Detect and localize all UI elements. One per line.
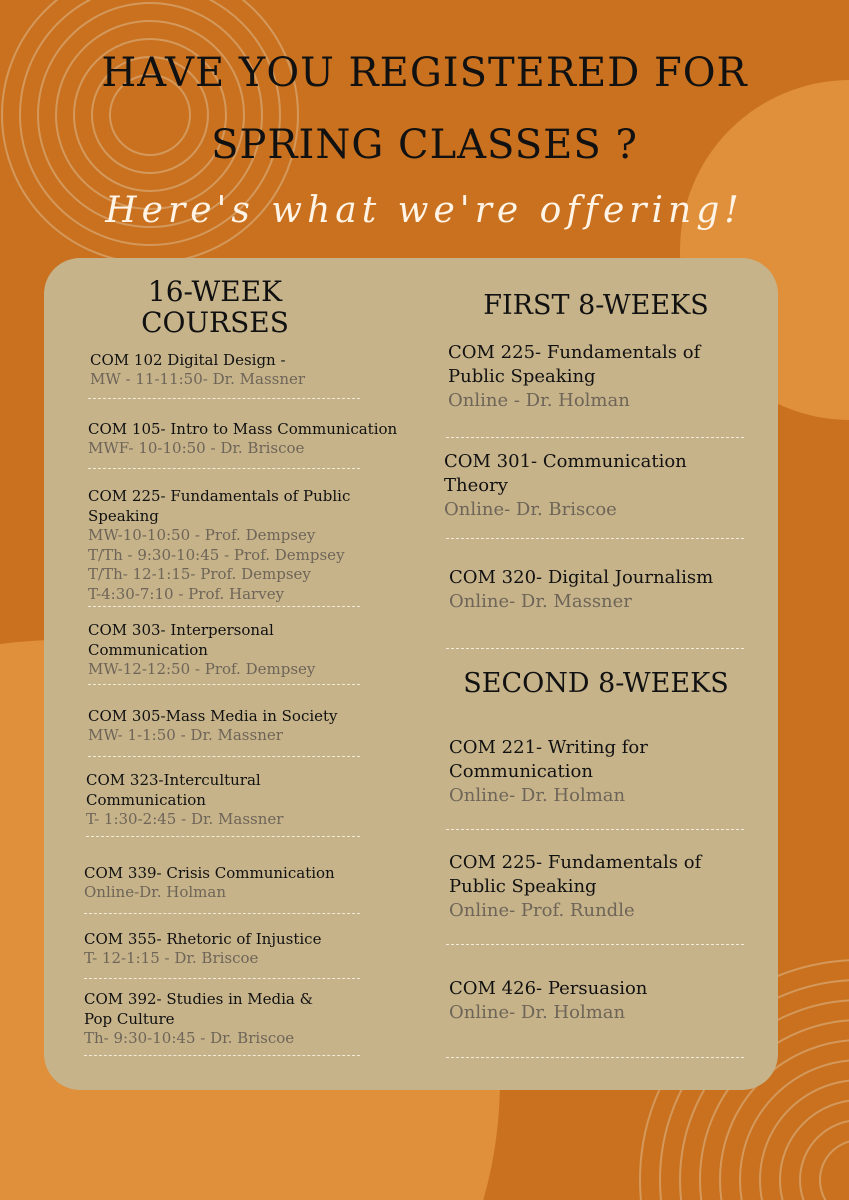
- divider: [446, 944, 744, 945]
- sixteen-week-heading: [90, 276, 340, 338]
- course-schedule: T-4:30-7:10 - Prof. Harvey: [88, 584, 285, 603]
- course-name: COM 221- Writing for: [449, 737, 648, 758]
- course-name: COM 426- Persuasion: [449, 978, 648, 999]
- divider: [88, 756, 360, 757]
- divider: [88, 684, 360, 685]
- course-name-continued: Communication: [86, 791, 206, 809]
- course-schedule: T- 12-1:15 - Dr. Briscoe: [84, 949, 259, 967]
- divider: [88, 468, 360, 469]
- second-eight-weeks-heading: SECOND 8-WEEKS: [463, 668, 729, 699]
- course-name: COM 355- Rhetoric of Injustice: [84, 930, 322, 948]
- course-schedule: MW-10-10:50 - Prof. Dempsey: [88, 526, 316, 544]
- course-com105: [88, 419, 397, 459]
- tagline: Here's what we're offering!: [105, 190, 744, 231]
- course-name: COM 225- Fundamentals of Public: [88, 487, 351, 505]
- course-name: COM 303- Interpersonal: [88, 621, 274, 639]
- divider: [446, 538, 744, 539]
- course-com305: [88, 706, 338, 746]
- course-name: COM 320- Digital Journalism: [449, 567, 714, 588]
- course-name: COM 305-Mass Media in Society: [88, 707, 338, 725]
- course-name: COM 392- Studies in Media &: [84, 990, 313, 1008]
- course-name-continued: Speaking: [88, 507, 159, 525]
- course-schedule: Th- 9:30-10:45 - Dr. Briscoe: [84, 1029, 295, 1047]
- course-com355: [84, 929, 321, 969]
- course-name: COM 323-Intercultural: [86, 771, 261, 789]
- course-name: COM 339- Crisis Communication: [84, 864, 335, 882]
- course-name-continued: Public Speaking: [449, 876, 597, 897]
- course-com303: [88, 620, 315, 680]
- divider: [446, 1057, 744, 1058]
- title-line-1: HAVE YOU REGISTERED FOR: [101, 50, 748, 96]
- sixteen-week-heading-line-2: COURSES: [141, 306, 289, 339]
- course-schedule: Online - Dr. Holman: [448, 390, 630, 411]
- course-com225-16wk: [88, 486, 350, 604]
- course-schedule: T/Th- 12-1:15- Prof. Dempsey: [88, 565, 311, 583]
- divider: [86, 836, 360, 837]
- course-com225-first8: [448, 341, 700, 413]
- divider: [446, 648, 744, 649]
- course-com225-second8: [449, 851, 701, 923]
- course-schedule: MW- 1-1:50 - Dr. Massner: [88, 726, 283, 744]
- title-line-2: SPRING CLASSES ?: [211, 122, 638, 168]
- course-schedule: MW - 11-11:50- Dr. Massner: [90, 370, 306, 388]
- course-name: COM 102 Digital Design -: [90, 351, 286, 369]
- course-name: COM 225- Fundamentals of: [448, 342, 701, 363]
- course-schedule: Online- Dr. Holman: [449, 1002, 626, 1023]
- course-com392: [84, 989, 313, 1049]
- course-schedule: Online- Dr. Briscoe: [444, 499, 617, 520]
- course-schedule: Online- Dr. Massner: [449, 591, 632, 612]
- sixteen-week-heading-line-1: 16-WEEK: [147, 275, 283, 308]
- divider: [84, 913, 360, 914]
- course-schedule: T/Th - 9:30-10:45 - Prof. Dempsey: [88, 545, 345, 564]
- course-com301: [444, 450, 687, 522]
- divider: [446, 437, 744, 438]
- course-com221: [449, 736, 648, 808]
- first-eight-weeks-heading: FIRST 8-WEEKS: [483, 290, 709, 321]
- course-name-continued: Public Speaking: [448, 366, 596, 387]
- course-name-continued: Communication: [88, 641, 208, 659]
- course-com339: [84, 863, 335, 903]
- divider: [88, 606, 360, 607]
- course-schedule: MWF- 10-10:50 - Dr. Briscoe: [88, 439, 305, 457]
- divider: [446, 829, 744, 830]
- course-name-continued: Theory: [444, 475, 508, 496]
- course-schedule: Online-Dr. Holman: [84, 883, 226, 901]
- course-name: COM 105- Intro to Mass Communication: [88, 420, 398, 438]
- course-schedule: Online- Dr. Holman: [449, 785, 626, 806]
- divider: [84, 1055, 360, 1056]
- course-schedule: MW-12-12:50 - Prof. Dempsey: [88, 660, 316, 678]
- divider: [88, 398, 360, 399]
- course-schedule: T- 1:30-2:45 - Dr. Massner: [86, 810, 284, 828]
- divider: [84, 978, 360, 979]
- course-name-continued: Communication: [449, 761, 593, 782]
- course-name: COM 225- Fundamentals of: [449, 852, 702, 873]
- course-name: COM 301- Communication: [444, 451, 687, 472]
- course-name-continued: Pop Culture: [84, 1010, 175, 1028]
- course-com323: [86, 770, 283, 830]
- course-com426: [449, 977, 647, 1025]
- course-schedule: Online- Prof. Rundle: [449, 900, 635, 921]
- course-com320: [449, 566, 713, 614]
- course-com102: [90, 350, 305, 390]
